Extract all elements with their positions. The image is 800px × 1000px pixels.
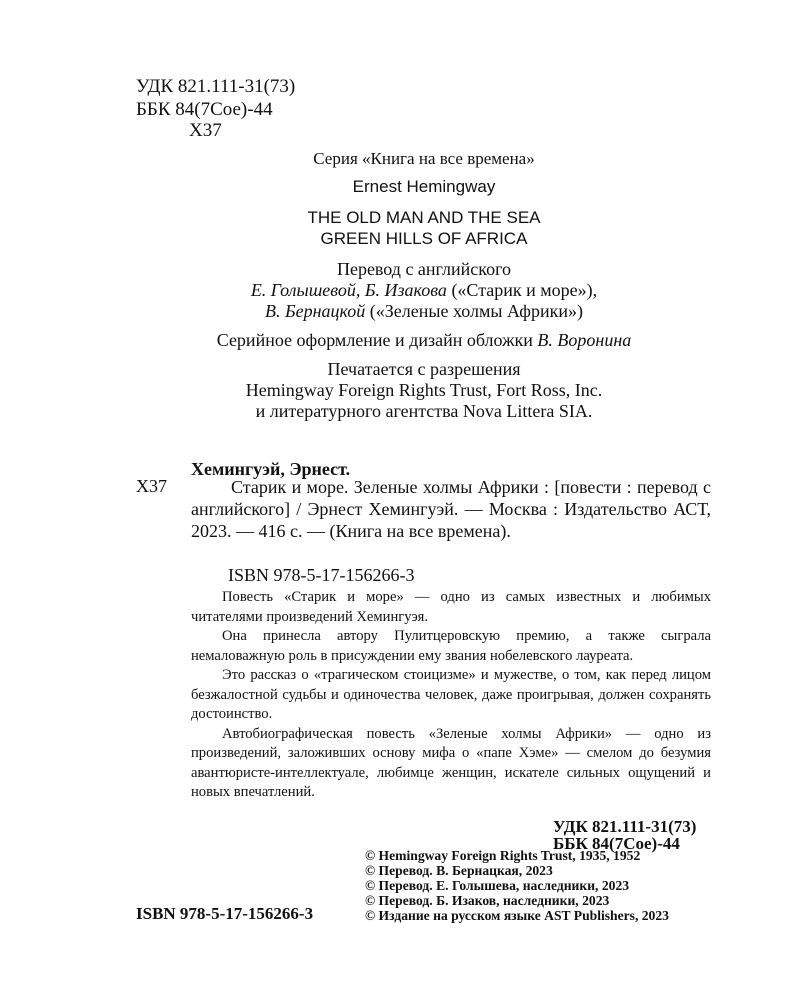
copyright-line: © Hemingway Foreign Rights Trust, 1935, 1952: [365, 848, 641, 863]
copyright-block: [365, 848, 669, 923]
bbk-code-repeat: ББК 84(7Сое)-44: [553, 834, 680, 853]
design-credit: [0, 330, 800, 351]
translator-name-2: В. Бернацкой: [265, 301, 366, 321]
translation-label: Перевод с английского: [336, 259, 512, 279]
author-mark: Х37: [189, 120, 222, 141]
translators-names-1: Е. Голышевой, Б. Изакова: [250, 280, 447, 300]
translated-work-2: («Зеленые холмы Африки»): [365, 301, 583, 321]
permission-line-3: и литературного агентства Nova Littera SIA.: [255, 401, 593, 421]
udk-code-repeat: УДК 821.111-31(73): [553, 817, 697, 836]
isbn-bottom: ISBN 978-5-17-156266-3: [136, 904, 314, 923]
designer-name: В. Воронина: [537, 330, 632, 350]
udk-code: УДК 821.111-31(73): [136, 76, 296, 97]
permission-line-2: Hemingway Foreign Rights Trust, Fort Ross, Inc.: [245, 380, 603, 400]
annotation-paragraph: Повесть «Старик и море» — одно из самых известных и любимых читателями произведений Хемингуэя.: [191, 589, 711, 625]
catalog-heading: Хемингуэй, Эрнест.: [191, 459, 351, 479]
bbk-code: ББК 84(7Сое)-44: [136, 99, 273, 120]
copyright-line: © Перевод. Е. Голышева, наследники, 2023: [365, 878, 630, 893]
catalog-isbn: ISBN 978-5-17-156266-3: [228, 565, 415, 585]
copyright-line: © Перевод. В. Бернацкая, 2023: [365, 863, 553, 878]
original-title-1: THE OLD MAN AND THE SEA: [307, 208, 541, 227]
annotation: [191, 588, 711, 803]
annotation-paragraph: Она принесла автору Пулитцеровскую премию, а также сыграла немаловажную роль в присуждении ему звания нобелевского лауреата.: [191, 628, 711, 664]
annotation-paragraph: Это рассказ о «трагическом стоицизме» и мужестве, о том, как перед лицом безжалостной судьбы и одиночества человек, даже проигрывая, должен сохранять достоинство.: [191, 667, 711, 722]
copyright-line: © Издание на русском языке AST Publishers, 2023: [365, 908, 669, 923]
annotation-paragraph: Автобиографическая повесть «Зеленые холмы Африки» — одно из произведений, заложивших основу мифа о «папе Хэме» — смелом до безумия авантюристе-интеллектуале, любимце женщин, искателе сильных ощущений и новых впечатлений.: [191, 725, 711, 800]
translators-line-2: [0, 301, 800, 322]
copyright-line: © Перевод. Б. Изаков, наследники, 2023: [365, 893, 610, 908]
permission-line-1: Печатается с разрешения: [327, 359, 521, 379]
design-label: Серийное оформление и дизайн обложки: [216, 330, 538, 350]
translated-work-1: («Старик и море»),: [446, 280, 598, 300]
catalog-description: Старик и море. Зеленые холмы Африки : [повести : перевод с английского] / Эрнест Хемингуэй. — Москва : Издательство АСТ, 2023. — 416 с. — (Книга на все времена).: [191, 477, 711, 541]
original-author: Ernest Hemingway: [352, 177, 496, 196]
original-title-2: GREEN HILLS OF AFRICA: [320, 229, 528, 248]
series-title: Серия «Книга на все времена»: [313, 149, 535, 168]
catalog-mark: Х37: [136, 476, 167, 496]
translators-line-1: [0, 280, 800, 301]
